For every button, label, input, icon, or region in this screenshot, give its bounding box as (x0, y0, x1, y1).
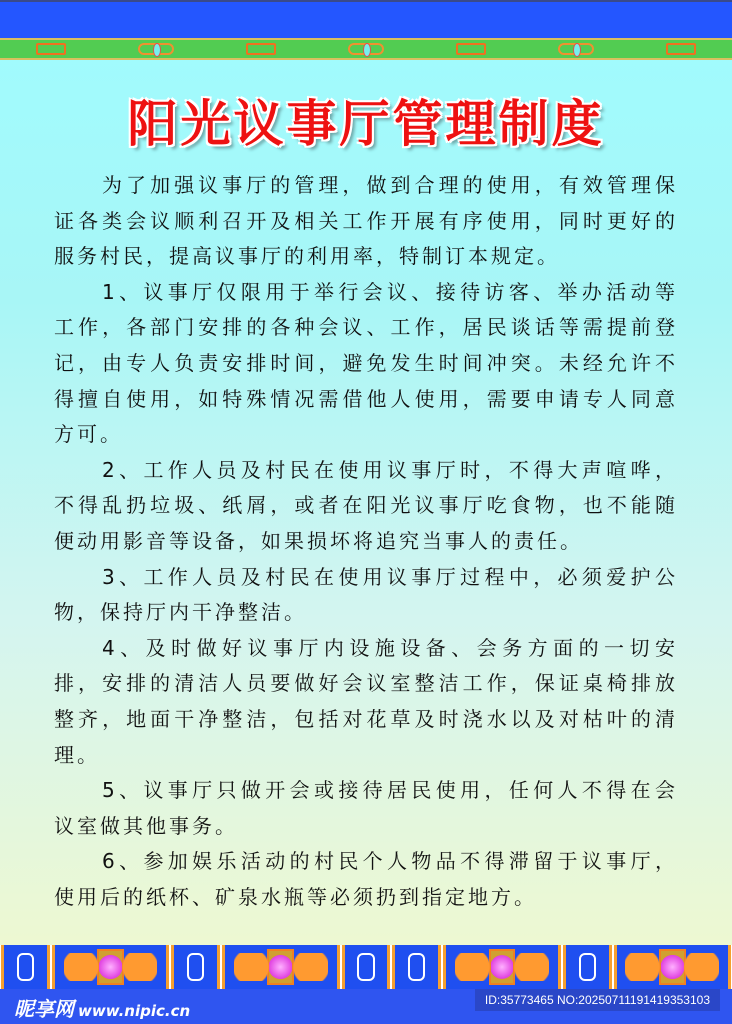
watermark-bar (0, 989, 732, 1024)
text-line: 排，安排的清洁人员要做好会议室整洁工作，保证桌椅排放 (54, 671, 678, 696)
watermark-logo (14, 993, 190, 1022)
knot-pattern-icon (1, 945, 50, 989)
scroll-ornament-icon (558, 43, 594, 55)
text-line: 2、工作人员及村民在使用议事厅时，不得大声喧哗， (102, 457, 678, 482)
text-line: 3、工作人员及村民在使用议事厅过程中，必须爱护公 (102, 564, 678, 589)
text-line: 理。 (54, 742, 100, 767)
fret-ornament-icon (456, 43, 486, 55)
text-line: 为了加强议事厅的管理，做到合理的使用，有效管理保 (102, 173, 678, 197)
text-line: 记，由专人负责安排时间，避免发生时间冲突。未经允许不 (54, 350, 678, 375)
text-line: 议室做其他事务。 (54, 813, 238, 838)
knot-pattern-icon (392, 945, 441, 989)
deity-pattern-icon (563, 945, 612, 989)
poster-title: 阳光议事厅管理制度 (127, 95, 605, 153)
flower-pattern-icon (52, 945, 169, 989)
deity-pattern-icon (171, 945, 220, 989)
text-line: 1、议事厅仅限用于举行会议、接待访客、举办活动等 (102, 279, 678, 304)
paragraph (54, 773, 678, 844)
text-line: 5、议事厅只做开会或接待居民使用，任何人不得在会 (102, 778, 678, 803)
flower-pattern-icon (443, 945, 560, 989)
flower-pattern-icon (222, 945, 339, 989)
watermark-url: www.nipic.cn (78, 1002, 191, 1020)
text-line: 不得乱扔垃圾、纸屑，或者在阳光议事厅吃食物，也不能随 (54, 493, 678, 518)
text-line: 证各类会议顺利召开及相关工作开展有序使用，同时更好的 (54, 208, 678, 233)
decorative-border (0, 945, 732, 989)
fret-ornament-icon (246, 43, 276, 55)
text-line: 4、及时做好议事厅内设施设备、会务方面的一切安 (102, 635, 678, 660)
paragraph (54, 275, 678, 453)
watermark-logo-text: 昵享网 (14, 997, 74, 1021)
vase-pattern-icon (342, 945, 391, 989)
paragraph (54, 631, 678, 773)
ornament-band (0, 38, 732, 60)
top-blue-band (0, 0, 732, 38)
text-line: 工作，各部门安排的各种会议、工作，居民谈话等需提前登 (54, 315, 678, 340)
paragraph (54, 560, 678, 631)
text-line: 整齐，地面干净整洁，包括对花草及时浇水以及对枯叶的清 (54, 706, 678, 731)
text-line: 便动用影音等设备，如果损坏将追究当事人的责任。 (54, 528, 583, 553)
text-line: 使用后的纸杯、矿泉水瓶等必须扔到指定地方。 (54, 884, 537, 909)
fret-ornament-icon (36, 43, 66, 55)
fret-ornament-icon (666, 43, 696, 55)
text-line: 服务村民，提高议事厅的利用率，特制订本规定。 (54, 244, 560, 269)
scroll-ornament-icon (348, 43, 384, 55)
paragraph (54, 453, 678, 560)
flower-pattern-icon (614, 945, 731, 989)
regulation-text (54, 168, 678, 915)
text-line: 方可。 (54, 422, 123, 447)
text-line: 物，保持厅内干净整洁。 (54, 600, 307, 625)
watermark-id: ID:35773465 NO:20250711191419353103 (475, 989, 720, 1011)
paragraph (54, 844, 678, 915)
text-line: 6、参加娱乐活动的村民个人物品不得滞留于议事厅， (102, 849, 678, 874)
paragraph (54, 168, 678, 275)
text-line: 得擅自使用，如特殊情况需借他人使用，需要申请专人同意 (54, 386, 678, 411)
scroll-ornament-icon (138, 43, 174, 55)
